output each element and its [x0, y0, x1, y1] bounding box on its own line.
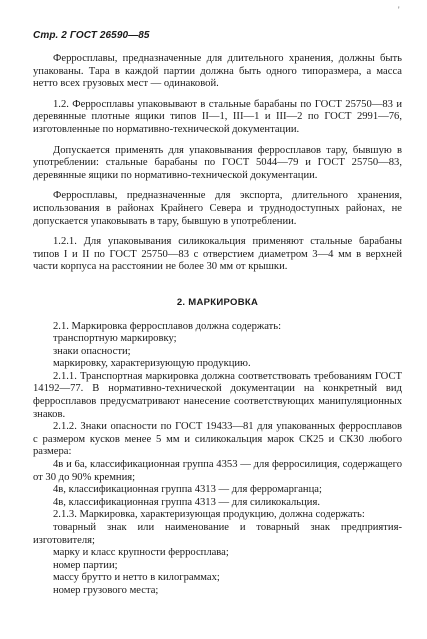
list-item: транспортную маркировку;: [53, 333, 177, 345]
paragraph-2-1-1: 2.1.1. Транспортная маркировка должна соответствовать требованиям ГОСТ 14192—77. В нормативно-технической документации на конкретный вид ферросплавов предусматривают нанесение соответствующих манипуляционных знаков.: [33, 370, 402, 420]
list-item: 4в и 6а, классификационная группа 4353 — для ферросилиция, содержащего от 30 до 90% кремния;: [33, 459, 402, 483]
list-item: номер партии;: [53, 559, 118, 571]
list-item: товарный знак или наименование и товарный знак предприятия-изготовителя;: [33, 522, 402, 546]
list-item: номер грузового места;: [53, 584, 159, 596]
corner-mark: ': [398, 5, 400, 15]
list-item: массу брутто и нетто в килограммах;: [53, 572, 220, 584]
paragraph-2-1-3: 2.1.3. Маркировка, характеризующая продукцию, должна содержать:: [53, 509, 365, 521]
document-body: [33, 53, 402, 598]
list-item: знаки опасности;: [53, 345, 131, 357]
paragraph-export: Ферросплавы, предназначенные для экспорта, длительного хранения, использования в районах Крайнего Севера и труднодоступных районах, не допускается упаковывать в тару, бывшую в употреблении.: [33, 190, 402, 227]
section-heading-marking: 2. МАРКИРОВКА: [176, 296, 259, 308]
page-header: Стр. 2 ГОСТ 26590—85: [33, 30, 150, 41]
paragraph-2-1-2: 2.1.2. Знаки опасности по ГОСТ 19433—81 для упакованных ферросплавов с размером кусков менее 5 мм и силикокальция марок СК25 и СК30 любого размера:: [33, 421, 402, 458]
paragraph-1-2-1: 1.2.1. Для упаковывания силикокальция применяют стальные барабаны типов I и II по ГОСТ 25750—83 с отверстием диаметром 3—4 мм в верхней части корпуса на расстоянии не более 30 мм от крышки.: [33, 236, 402, 273]
paragraph-used-containers: Допускается применять для упаковывания ферросплавов тару, бывшую в употреблении: стальные барабаны по ГОСТ 5044—79 и ГОСТ 25750—83, деревянные ящики по нормативно-технической документации.: [33, 144, 402, 181]
list-item: марку и класс крупности ферросплава;: [53, 547, 229, 559]
list-item: 4в, классификационная группа 4313 — для силикокальция.: [53, 496, 320, 508]
paragraph-2-1: 2.1. Маркировка ферросплавов должна содержать:: [53, 320, 282, 332]
list-item: маркировку, характеризующую продукцию.: [53, 358, 251, 370]
paragraph-storage-packing: Ферросплавы, предназначенные для длительного хранения, должны быть упакованы. Тара в каждой партии должна быть одного типоразмера, а масса нетто всех грузовых мест — одинаковой.: [33, 53, 402, 90]
paragraph-1-2: 1.2. Ферросплавы упаковывают в стальные барабаны по ГОСТ 25750—83 и деревянные плотные ящики типов II—1, III—1 и III—2 по ГОСТ 2991—76, изготовленные по нормативно-технической документации.: [33, 98, 402, 135]
list-item: 4в, классификационная группа 4313 — для ферромарганца;: [53, 484, 322, 496]
